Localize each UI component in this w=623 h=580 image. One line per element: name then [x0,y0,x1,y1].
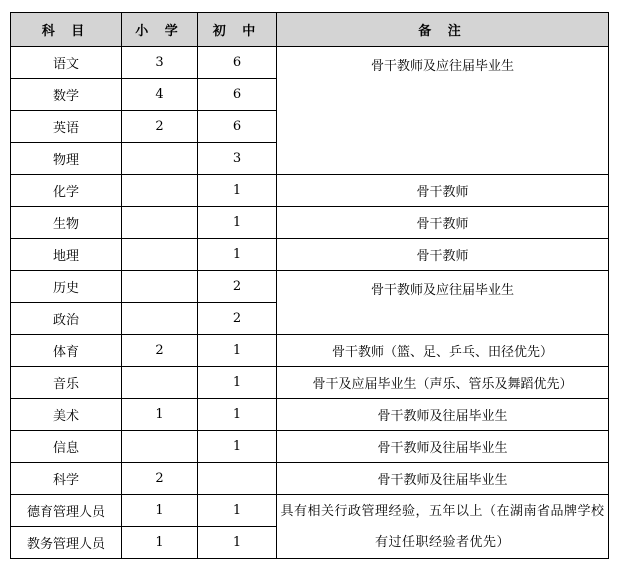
subject-cell: 语文 [11,47,122,79]
note-cell: 骨干教师及往届毕业生 [277,431,609,463]
note-cell: 具有相关行政管理经验，五年以上（在湖南省品牌学校有过任职经验者优先） [277,495,609,559]
junior-count-cell: 1 [198,399,277,431]
note-cell: 骨干及应届毕业生（声乐、管乐及舞蹈优先） [277,367,609,399]
subject-cell: 生物 [11,207,122,239]
table-row [11,239,609,271]
note-cell: 骨干教师及往届毕业生 [277,463,609,495]
header-note: 备 注 [277,13,609,47]
header-subject: 科 目 [11,13,122,47]
junior-count-cell: 6 [198,111,277,143]
primary-count-cell [122,431,198,463]
note-cell: 骨干教师（篮、足、乒乓、田径优先） [277,335,609,367]
subject-cell: 音乐 [11,367,122,399]
note-cell: 骨干教师 [277,207,609,239]
junior-count-cell: 3 [198,143,277,175]
subject-cell: 教务管理人员 [11,527,122,559]
table-row [11,495,609,527]
junior-count-cell: 1 [198,367,277,399]
header-junior: 初 中 [198,13,277,47]
subject-cell: 化学 [11,175,122,207]
primary-count-cell: 1 [122,399,198,431]
primary-count-cell: 2 [122,463,198,495]
table-row [11,463,609,495]
junior-count-cell: 6 [198,79,277,111]
note-cell: 骨干教师及应往届毕业生 [277,271,609,335]
note-cell: 骨干教师及往届毕业生 [277,399,609,431]
junior-count-cell: 2 [198,303,277,335]
primary-count-cell [122,367,198,399]
primary-count-cell [122,271,198,303]
subject-cell: 体育 [11,335,122,367]
junior-count-cell: 1 [198,175,277,207]
junior-count-cell: 1 [198,527,277,559]
junior-count-cell: 2 [198,271,277,303]
junior-count-cell: 1 [198,239,277,271]
table-row [11,431,609,463]
primary-count-cell: 1 [122,495,198,527]
subject-cell: 数学 [11,79,122,111]
table-row [11,367,609,399]
subject-cell: 信息 [11,431,122,463]
primary-count-cell: 2 [122,335,198,367]
primary-count-cell: 1 [122,527,198,559]
table-row [11,47,609,79]
primary-count-cell: 4 [122,79,198,111]
table-row [11,207,609,239]
subject-cell: 英语 [11,111,122,143]
note-cell: 骨干教师 [277,239,609,271]
junior-count-cell: 1 [198,431,277,463]
junior-count-cell: 1 [198,207,277,239]
subject-cell: 历史 [11,271,122,303]
subject-cell: 美术 [11,399,122,431]
staffing-table [10,12,609,559]
subject-cell: 物理 [11,143,122,175]
primary-count-cell: 2 [122,111,198,143]
subject-cell: 政治 [11,303,122,335]
primary-count-cell [122,143,198,175]
header-row [11,13,609,47]
table-row [11,399,609,431]
subject-cell: 德育管理人员 [11,495,122,527]
junior-count-cell: 1 [198,335,277,367]
primary-count-cell: 3 [122,47,198,79]
primary-count-cell [122,175,198,207]
note-cell: 骨干教师及应往届毕业生 [277,47,609,175]
junior-count-cell: 6 [198,47,277,79]
header-primary: 小 学 [122,13,198,47]
table-row [11,271,609,303]
note-cell: 骨干教师 [277,175,609,207]
subject-cell: 地理 [11,239,122,271]
junior-count-cell: 1 [198,495,277,527]
table-row [11,335,609,367]
primary-count-cell [122,207,198,239]
primary-count-cell [122,303,198,335]
subject-cell: 科学 [11,463,122,495]
table-row [11,175,609,207]
junior-count-cell [198,463,277,495]
primary-count-cell [122,239,198,271]
